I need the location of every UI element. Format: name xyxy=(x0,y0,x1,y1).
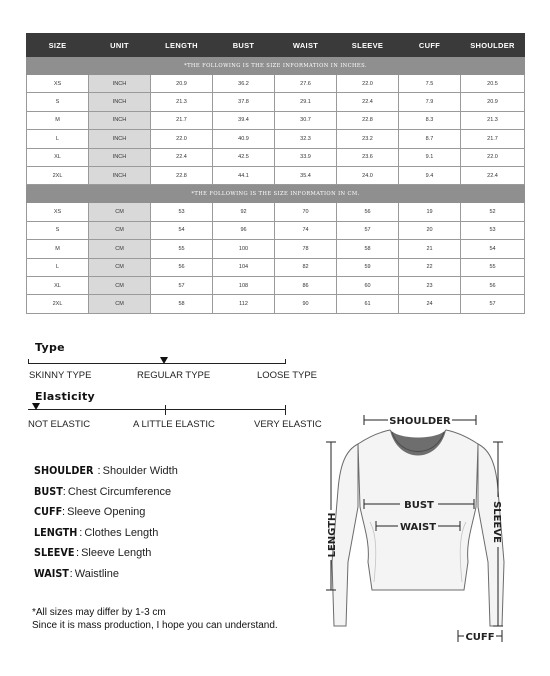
cm-note-row xyxy=(27,185,525,203)
table-cell: 21.3 xyxy=(461,111,525,129)
cuff-label: CUFF xyxy=(465,632,495,643)
header-bust: BUST xyxy=(213,34,275,57)
table-cell: CM xyxy=(89,240,151,258)
legend-colon: : xyxy=(97,465,101,477)
table-cell: 56 xyxy=(461,276,525,294)
header-size: SIZE xyxy=(27,34,89,57)
table-cell: 100 xyxy=(213,240,275,258)
table-cell: L xyxy=(27,130,89,148)
table-cell: 53 xyxy=(151,203,213,221)
table-cell: 52 xyxy=(461,203,525,221)
header-sleeve: SLEEVE xyxy=(337,34,399,57)
table-cell: 60 xyxy=(337,276,399,294)
elasticity-label-very: VERY ELASTIC xyxy=(254,419,322,430)
bust-label: BUST xyxy=(404,500,434,511)
table-cell: CM xyxy=(89,203,151,221)
table-cell: INCH xyxy=(89,75,151,93)
table-cell: M xyxy=(27,111,89,129)
table-cell: 44.1 xyxy=(213,166,275,184)
table-body xyxy=(27,57,525,314)
type-scale-title: Type xyxy=(35,341,65,354)
inch-note-row xyxy=(27,57,525,75)
table-cell: XL xyxy=(27,276,89,294)
elasticity-label-little: A LITTLE ELASTIC xyxy=(133,419,215,430)
table-cell: 8.7 xyxy=(399,130,461,148)
table-cell: 22.0 xyxy=(151,130,213,148)
header-shoulder: SHOULDER xyxy=(461,34,525,57)
disclaimer-line-1: *All sizes may differ by 1-3 cm xyxy=(32,607,166,618)
elasticity-scale-line xyxy=(28,409,286,410)
table-cell: S xyxy=(27,93,89,111)
cm-note-row-text: *THE FOLLOWING IS THE SIZE INFORMATION IN CM. xyxy=(27,185,525,203)
table-cell: 21.3 xyxy=(151,93,213,111)
table-cell: 21 xyxy=(399,240,461,258)
table-cell: 112 xyxy=(213,295,275,313)
table-cell: M xyxy=(27,240,89,258)
table-cell: 22.4 xyxy=(151,148,213,166)
table-cell: 9.1 xyxy=(399,148,461,166)
table-row xyxy=(27,148,525,166)
legend-term: CUFF xyxy=(34,505,63,519)
table-row xyxy=(27,166,525,184)
legend-colon: : xyxy=(76,547,80,560)
table-cell: L xyxy=(27,258,89,276)
table-cell: 2XL xyxy=(27,295,89,313)
table-cell: 70 xyxy=(275,203,337,221)
table-cell: 92 xyxy=(213,203,275,221)
table-cell: 42.5 xyxy=(213,148,275,166)
table-cell: 20.5 xyxy=(461,75,525,93)
table-cell: 57 xyxy=(337,221,399,239)
table-cell: 82 xyxy=(275,258,337,276)
table-cell: 22.8 xyxy=(151,166,213,184)
table-cell: 19 xyxy=(399,203,461,221)
legend-definition: Chest Circumference xyxy=(67,485,172,498)
table-cell: 29.1 xyxy=(275,93,337,111)
table-cell: 108 xyxy=(213,276,275,294)
table-cell: 104 xyxy=(213,258,275,276)
table-row xyxy=(27,203,525,221)
table-cell: 20.9 xyxy=(461,93,525,111)
table-cell: 33.9 xyxy=(275,148,337,166)
header-length: LENGTH xyxy=(151,34,213,57)
measurement-legend xyxy=(34,464,178,588)
table-cell: 23 xyxy=(399,276,461,294)
table-cell: 40.9 xyxy=(213,130,275,148)
table-row xyxy=(27,221,525,239)
legend-definition: Waistline xyxy=(74,567,119,580)
table-cell: 24.0 xyxy=(337,166,399,184)
table-cell: 37.8 xyxy=(213,93,275,111)
type-selected-marker-icon xyxy=(160,357,168,364)
table-header-row xyxy=(27,34,525,57)
table-row xyxy=(27,276,525,294)
table-cell: 61 xyxy=(337,295,399,313)
table-cell: 30.7 xyxy=(275,111,337,129)
table-cell: 36.2 xyxy=(213,75,275,93)
table-cell: 96 xyxy=(213,221,275,239)
table-row xyxy=(27,111,525,129)
table-cell: 22.4 xyxy=(337,93,399,111)
table-cell: 22.4 xyxy=(461,166,525,184)
legend-item xyxy=(34,464,178,485)
table-cell: 22.0 xyxy=(337,75,399,93)
legend-term: SHOULDER xyxy=(34,464,94,477)
table-cell: 21.7 xyxy=(461,130,525,148)
table-row xyxy=(27,240,525,258)
table-cell: 56 xyxy=(151,258,213,276)
table-cell: 20.9 xyxy=(151,75,213,93)
table-cell: 27.6 xyxy=(275,75,337,93)
size-chart-table xyxy=(26,33,525,314)
table-row xyxy=(27,258,525,276)
table-cell: 24 xyxy=(399,295,461,313)
inch-note-row-text: *THE FOLLOWING IS THE SIZE INFORMATION IN INCHES. xyxy=(27,57,525,75)
type-scale-line xyxy=(28,363,286,364)
table-cell: CM xyxy=(89,276,151,294)
legend-definition: Shoulder Width xyxy=(102,465,178,477)
legend-term: LENGTH xyxy=(34,525,78,539)
type-scale-tick-left xyxy=(28,359,29,364)
table-cell: 22.8 xyxy=(337,111,399,129)
table-row xyxy=(27,130,525,148)
table-cell: 21.7 xyxy=(151,111,213,129)
length-label: LENGTH xyxy=(327,512,338,558)
table-cell: CM xyxy=(89,221,151,239)
elasticity-selected-marker-icon xyxy=(32,403,40,410)
shoulder-label: SHOULDER xyxy=(389,416,451,427)
legend-definition: Sleeve Length xyxy=(81,547,152,560)
table-cell: XL xyxy=(27,148,89,166)
table-cell: 59 xyxy=(337,258,399,276)
table-cell: 74 xyxy=(275,221,337,239)
table-cell: INCH xyxy=(89,111,151,129)
legend-item xyxy=(34,526,178,547)
legend-item xyxy=(34,485,178,506)
type-scale-tick-right xyxy=(285,359,286,364)
table-cell: INCH xyxy=(89,130,151,148)
elasticity-label-not: NOT ELASTIC xyxy=(28,419,91,430)
table-cell: 22 xyxy=(399,258,461,276)
table-cell: 58 xyxy=(337,240,399,258)
table-row xyxy=(27,93,525,111)
table-cell: 58 xyxy=(151,295,213,313)
elasticity-scale-title: Elasticity xyxy=(35,390,96,403)
size-disclaimer xyxy=(32,606,278,632)
table-cell: 7.9 xyxy=(399,93,461,111)
table-cell: 86 xyxy=(275,276,337,294)
type-label-skinny: SKINNY TYPE xyxy=(29,370,92,381)
legend-item xyxy=(34,546,178,567)
type-label-regular: REGULAR TYPE xyxy=(137,370,211,381)
type-label-loose: LOOSE TYPE xyxy=(257,370,318,381)
disclaimer-line-2: Since it is mass production, I hope you can understand. xyxy=(32,620,278,631)
legend-colon: : xyxy=(62,506,66,519)
table-cell: 22.0 xyxy=(461,148,525,166)
table-cell: 55 xyxy=(461,258,525,276)
table-cell: 9.4 xyxy=(399,166,461,184)
table-cell: CM xyxy=(89,295,151,313)
table-cell: INCH xyxy=(89,166,151,184)
legend-colon: : xyxy=(62,485,66,498)
table-cell: 2XL xyxy=(27,166,89,184)
legend-colon: : xyxy=(69,567,73,580)
header-unit: UNIT xyxy=(89,34,151,57)
table-cell: 20 xyxy=(399,221,461,239)
table-cell: CM xyxy=(89,258,151,276)
elasticity-scale-tick-right xyxy=(285,405,286,415)
table-row xyxy=(27,295,525,313)
legend-term: WAIST xyxy=(34,566,69,580)
header-waist: WAIST xyxy=(275,34,337,57)
table-cell: 32.3 xyxy=(275,130,337,148)
table-cell: 53 xyxy=(461,221,525,239)
elasticity-scale-tick-middle xyxy=(165,405,166,415)
table-cell: 8.3 xyxy=(399,111,461,129)
table-cell: 35.4 xyxy=(275,166,337,184)
table-cell: 54 xyxy=(461,240,525,258)
table-cell: 54 xyxy=(151,221,213,239)
legend-term: BUST xyxy=(34,484,63,498)
table-cell: 23.6 xyxy=(337,148,399,166)
table-cell: 57 xyxy=(151,276,213,294)
waist-label: WAIST xyxy=(399,522,437,533)
table-cell: 55 xyxy=(151,240,213,258)
table-cell: 90 xyxy=(275,295,337,313)
legend-item xyxy=(34,505,178,526)
table-row xyxy=(27,75,525,93)
table-cell: XS xyxy=(27,203,89,221)
table-cell: 7.5 xyxy=(399,75,461,93)
header-cuff: CUFF xyxy=(399,34,461,57)
table-cell: 57 xyxy=(461,295,525,313)
table-cell: 78 xyxy=(275,240,337,258)
legend-definition: Clothes Length xyxy=(84,526,159,539)
legend-definition: Sleeve Opening xyxy=(67,506,146,519)
table-cell: 56 xyxy=(337,203,399,221)
legend-colon: : xyxy=(79,526,83,539)
table-cell: INCH xyxy=(89,148,151,166)
legend-term: SLEEVE xyxy=(34,546,75,560)
table-cell: XS xyxy=(27,75,89,93)
table-cell: INCH xyxy=(89,93,151,111)
table-cell: 39.4 xyxy=(213,111,275,129)
table-cell: S xyxy=(27,221,89,239)
legend-item xyxy=(34,567,178,588)
sleeve-label: SLEEVE xyxy=(491,501,502,543)
table-cell: 23.2 xyxy=(337,130,399,148)
garment-measurement-diagram xyxy=(318,412,518,652)
